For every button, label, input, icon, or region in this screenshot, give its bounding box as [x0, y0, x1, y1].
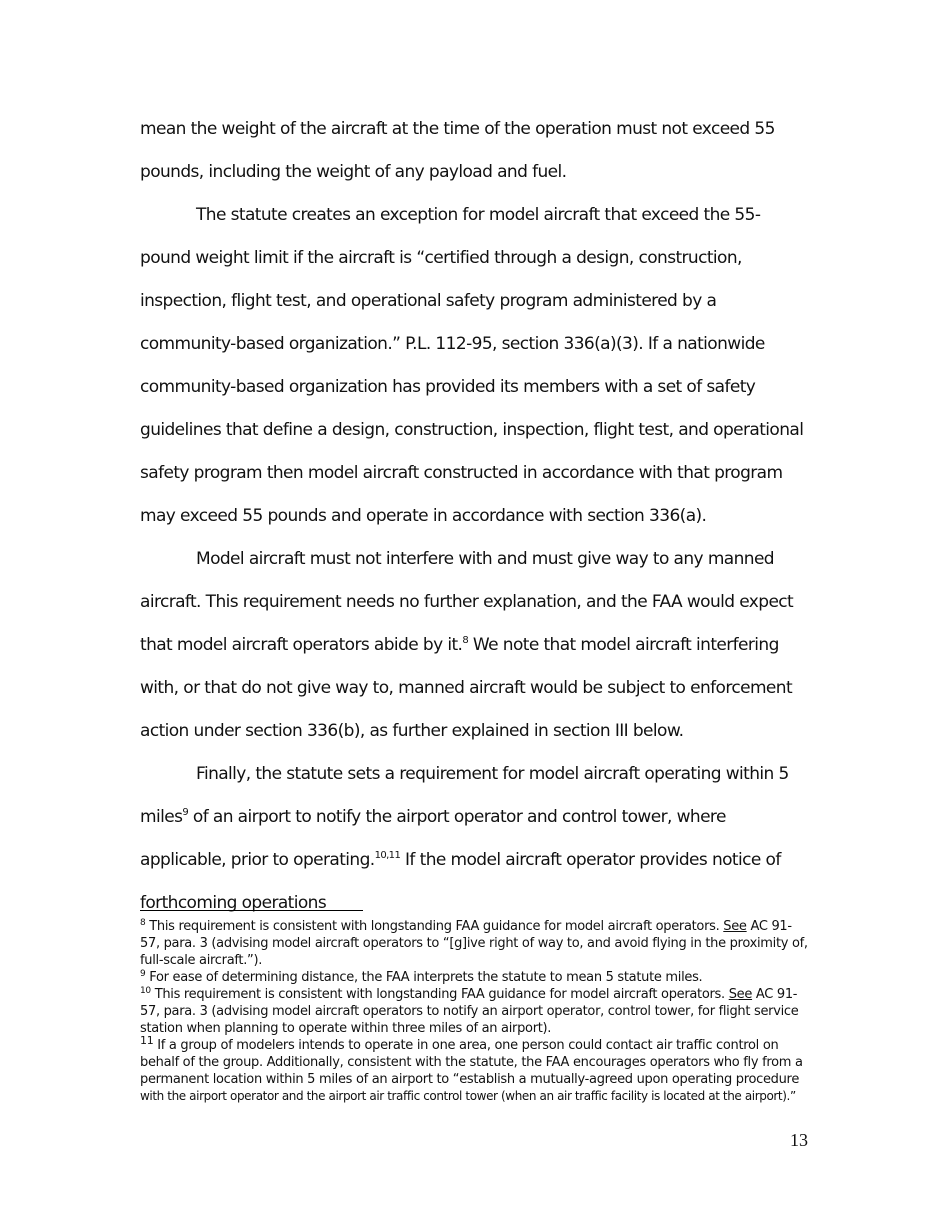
- footnote-reference[interactable]: 9: [182, 807, 189, 818]
- footnote-8: [140, 918, 810, 969]
- footnote-text: If a group of modelers intends to operate in one area, one person could contact air traffic control on behalf of the group. Additionally, consistent with the statute, the FAA encourages operators who fly from a permanent location within 5 miles of an airport to “establish a mutually-agreed upon operating procedure: [140, 1038, 803, 1087]
- footnote-number: 10: [140, 986, 151, 996]
- footnote-reference[interactable]: 10,11: [374, 850, 401, 861]
- footnote-11: [140, 1034, 810, 1105]
- citation-signal: See: [728, 987, 753, 1002]
- paragraph-weight-exception: The statute creates an exception for model aircraft that exceed the 55-pound weight limit if the aircraft is “certified through a design, construction, inspection, flight test, and operational safety program administered by a community-based organization.” P.L. 112-95, section 336(a)(3). If a nationwide community-based organization has provided its members with a set of safety guidelines that define a design, construction, inspection, flight test, and operational safety program then model aircraft constructed in accordance with that program may exceed 55 pounds and operate in accordance with section 336(a).: [140, 205, 804, 526]
- footnote-number: 9: [140, 969, 146, 979]
- paragraph-manned-aircraft: [140, 538, 808, 753]
- footnote-text-tail: with the airport operator and the airport air traffic control tower (when an air traffic facility is located at the airport).”: [140, 1089, 796, 1103]
- footnote-separator: [140, 910, 363, 911]
- footnote-reference[interactable]: 8: [462, 635, 469, 646]
- footnote-text: AC 91-57, para. 3 (advising model aircraft operators to “[g]ive right of way to, and avoid flying in the proximity of, full-scale aircraft.”).: [140, 919, 808, 968]
- footnote-number: 8: [140, 918, 146, 928]
- footnote-text: This requirement is consistent with longstanding FAA guidance for model aircraft operators.: [145, 919, 724, 934]
- body-text: [140, 108, 808, 925]
- paragraph-text: of an airport to notify the airport operator and control tower, where applicable, prior to operating.: [140, 807, 726, 870]
- paragraph-text: Model aircraft must not interfere with and must give way to any manned aircraft. This requirement needs no further explanation, and the FAA would expect that model aircraft operators abide by it.: [140, 549, 794, 655]
- page-number: 13: [790, 1130, 808, 1150]
- paragraph-text: If the model aircraft operator provides notice of forthcoming operations: [140, 850, 781, 913]
- footnote-text: For ease of determining distance, the FAA interprets the statute to mean 5 statute miles.: [145, 970, 703, 985]
- paragraph-airport-notice: [140, 753, 808, 925]
- paragraph-text: We note that model aircraft interfering with, or that do not give way to, manned aircraft would be subject to enforcement action under section 336(b), as further explained in section III below.: [140, 635, 793, 741]
- citation-signal: See: [723, 919, 747, 934]
- footnote-text: This requirement is consistent with longstanding FAA guidance for model aircraft operators.: [150, 987, 729, 1002]
- footnote-text: AC 91-57, para. 3 (advising model aircraft operators to notify an airport operator, control tower, for flight service station when planning to operate within three miles of an airport).: [140, 987, 799, 1036]
- footnote-9: [140, 969, 810, 986]
- paragraph-continuation: mean the weight of the aircraft at the time of the operation must not exceed 55 pounds, including the weight of any payload and fuel.: [140, 119, 775, 182]
- footnote-10: [140, 986, 810, 1037]
- footnotes: [140, 918, 810, 1105]
- footnote-number: 11: [140, 1034, 154, 1047]
- paragraph-text: Finally, the statute sets a requirement for model aircraft operating within 5 miles: [140, 764, 789, 827]
